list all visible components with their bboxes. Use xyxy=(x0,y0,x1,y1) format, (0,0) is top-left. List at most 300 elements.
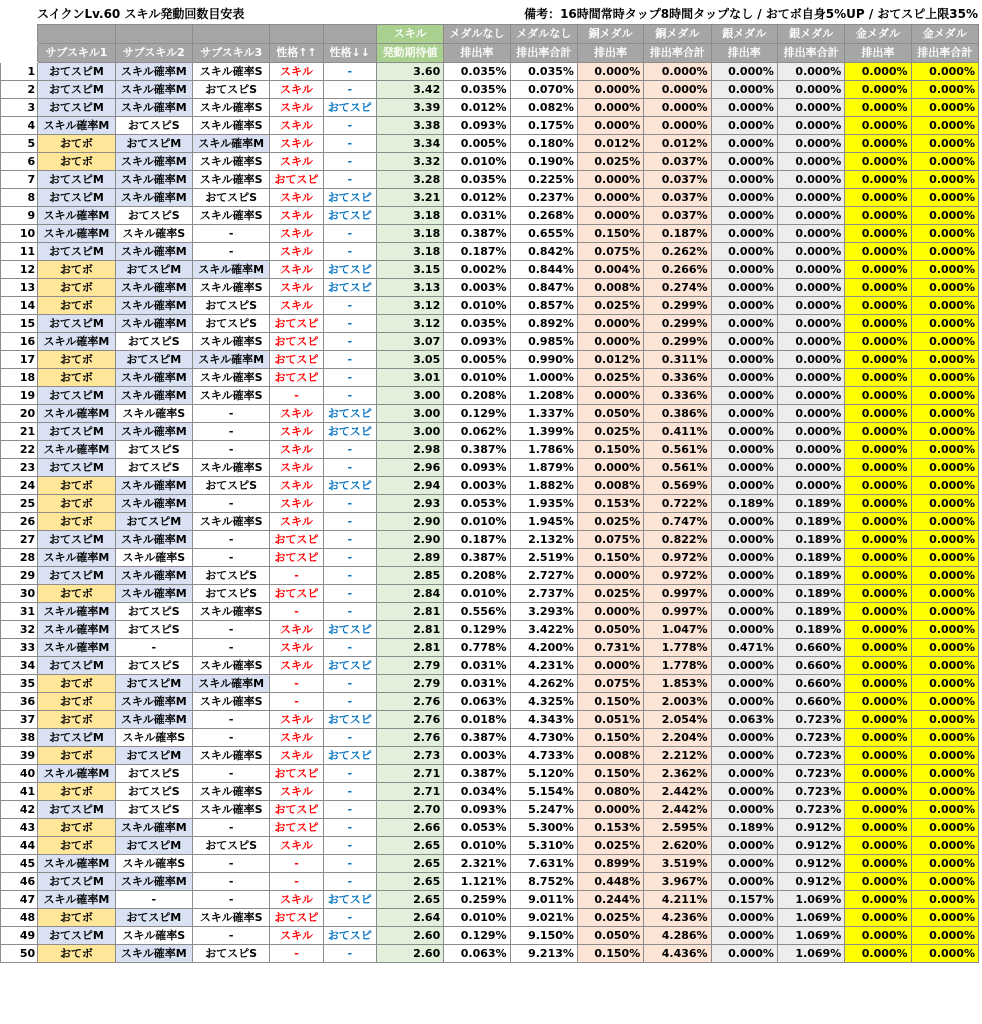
nature-down-cell: - xyxy=(323,567,376,585)
sub-skill-1-cell: おてボ xyxy=(38,819,115,837)
gold-total-cell: 0.000% xyxy=(911,243,978,261)
silver-rate-cell: 0.000% xyxy=(711,315,777,333)
table-row xyxy=(1,891,979,909)
sub-skill-1-cell: スキル確率M xyxy=(38,441,115,459)
gold-rate-cell: 0.000% xyxy=(845,729,911,747)
gold-total-cell: 0.000% xyxy=(911,423,978,441)
sub-skill-3-cell: - xyxy=(192,819,269,837)
bronze-total-cell: 0.274% xyxy=(644,279,711,297)
skill-expected-cell: 2.85 xyxy=(376,567,443,585)
nature-down-cell: - xyxy=(323,351,376,369)
silver-rate-cell: 0.000% xyxy=(711,297,777,315)
row-number-cell: 25 xyxy=(1,495,38,513)
gold-rate-cell: 0.000% xyxy=(845,855,911,873)
nature-down-cell: - xyxy=(323,495,376,513)
nature-down-cell: おてスピ xyxy=(323,261,376,279)
sub-skill-3-cell: - xyxy=(192,441,269,459)
row-number-cell: 45 xyxy=(1,855,38,873)
row-number-cell: 26 xyxy=(1,513,38,531)
bronze-rate-cell: 0.448% xyxy=(577,873,643,891)
skill-expected-cell: 3.00 xyxy=(376,423,443,441)
sub-skill-2-cell: スキル確率S xyxy=(115,405,192,423)
sub-skill-1-cell: スキル確率M xyxy=(38,891,115,909)
sub-skill-2-cell: スキル確率M xyxy=(115,387,192,405)
gold-total-cell: 0.000% xyxy=(911,639,978,657)
silver-total-cell: 0.000% xyxy=(777,117,844,135)
bronze-rate-cell: 0.000% xyxy=(577,117,643,135)
no-medal-total-cell: 0.990% xyxy=(510,351,577,369)
table-row xyxy=(1,405,979,423)
header-sub-skill-3: サブスキル3 xyxy=(192,44,269,63)
gold-rate-cell: 0.000% xyxy=(845,675,911,693)
nature-down-cell: おてスピ xyxy=(323,279,376,297)
nature-down-cell: おてスピ xyxy=(323,405,376,423)
bronze-rate-cell: 0.150% xyxy=(577,441,643,459)
nature-up-cell: - xyxy=(270,855,323,873)
table-row xyxy=(1,99,979,117)
nature-down-cell: - xyxy=(323,153,376,171)
no-medal-total-cell: 9.011% xyxy=(510,891,577,909)
silver-rate-cell: 0.063% xyxy=(711,711,777,729)
nature-up-cell: - xyxy=(270,567,323,585)
nature-up-cell: スキル xyxy=(270,135,323,153)
gold-total-cell: 0.000% xyxy=(911,783,978,801)
silver-rate-cell: 0.000% xyxy=(711,585,777,603)
silver-total-cell: 0.189% xyxy=(777,567,844,585)
row-number-cell: 3 xyxy=(1,99,38,117)
no-medal-rate-cell: 0.012% xyxy=(444,189,510,207)
nature-down-cell: - xyxy=(323,441,376,459)
bronze-rate-cell: 0.075% xyxy=(577,675,643,693)
nature-down-cell: - xyxy=(323,243,376,261)
nature-up-cell: おてスピ xyxy=(270,765,323,783)
sub-skill-2-cell: スキル確率M xyxy=(115,567,192,585)
sub-skill-2-cell: スキル確率M xyxy=(115,153,192,171)
nature-down-cell: - xyxy=(323,765,376,783)
no-medal-total-cell: 5.300% xyxy=(510,819,577,837)
silver-total-cell: 0.189% xyxy=(777,531,844,549)
sub-skill-1-cell: おてスピM xyxy=(38,99,115,117)
gold-rate-cell: 0.000% xyxy=(845,747,911,765)
row-number-cell: 33 xyxy=(1,639,38,657)
no-medal-total-cell: 5.247% xyxy=(510,801,577,819)
nature-up-cell: スキル xyxy=(270,405,323,423)
bronze-total-cell: 4.436% xyxy=(644,945,711,963)
skill-expected-cell: 3.18 xyxy=(376,243,443,261)
row-number-cell: 34 xyxy=(1,657,38,675)
row-number-cell: 31 xyxy=(1,603,38,621)
silver-total-cell: 0.723% xyxy=(777,801,844,819)
table-row xyxy=(1,621,979,639)
skill-expected-cell: 3.07 xyxy=(376,333,443,351)
table-body xyxy=(1,63,979,963)
silver-rate-cell: 0.000% xyxy=(711,531,777,549)
gold-rate-cell: 0.000% xyxy=(845,603,911,621)
sub-skill-2-cell: おてスピS xyxy=(115,603,192,621)
silver-total-cell: 0.000% xyxy=(777,477,844,495)
table-row xyxy=(1,549,979,567)
sub-skill-1-cell: スキル確率M xyxy=(38,117,115,135)
gold-rate-cell: 0.000% xyxy=(845,531,911,549)
sub-skill-1-cell: おてスピM xyxy=(38,927,115,945)
no-medal-total-cell: 0.225% xyxy=(510,171,577,189)
nature-up-cell: スキル xyxy=(270,747,323,765)
nature-up-cell: スキル xyxy=(270,639,323,657)
bronze-rate-cell: 0.150% xyxy=(577,225,643,243)
skill-expected-cell: 3.60 xyxy=(376,63,443,81)
skill-expected-cell: 3.39 xyxy=(376,99,443,117)
skill-expected-cell: 2.66 xyxy=(376,819,443,837)
sub-skill-2-cell: スキル確率S xyxy=(115,225,192,243)
sub-skill-3-cell: おてスピS xyxy=(192,945,269,963)
bronze-rate-cell: 0.008% xyxy=(577,279,643,297)
nature-up-cell: - xyxy=(270,945,323,963)
gold-total-cell: 0.000% xyxy=(911,837,978,855)
sub-skill-2-cell: おてスピS xyxy=(115,117,192,135)
silver-rate-cell: 0.000% xyxy=(711,477,777,495)
nature-up-cell: おてスピ xyxy=(270,315,323,333)
silver-rate-cell: 0.000% xyxy=(711,333,777,351)
no-medal-total-cell: 0.175% xyxy=(510,117,577,135)
silver-rate-cell: 0.000% xyxy=(711,837,777,855)
gold-rate-cell: 0.000% xyxy=(845,243,911,261)
sub-skill-1-cell: おてボ xyxy=(38,945,115,963)
sub-skill-1-cell: おてスピM xyxy=(38,63,115,81)
silver-rate-cell: 0.000% xyxy=(711,279,777,297)
row-number-cell: 11 xyxy=(1,243,38,261)
table-row xyxy=(1,603,979,621)
page-title: スイクンLv.60 スキル発動回数目安表 xyxy=(37,7,245,21)
sub-skill-2-cell: スキル確率M xyxy=(115,693,192,711)
table-row xyxy=(1,873,979,891)
nature-up-cell: スキル xyxy=(270,513,323,531)
nature-down-cell: おてスピ xyxy=(323,927,376,945)
no-medal-rate-cell: 0.387% xyxy=(444,225,510,243)
sub-skill-1-cell: おてボ xyxy=(38,351,115,369)
table-row xyxy=(1,189,979,207)
row-number-cell: 9 xyxy=(1,207,38,225)
no-medal-rate-cell: 0.053% xyxy=(444,495,510,513)
gold-rate-cell: 0.000% xyxy=(845,513,911,531)
gold-total-cell: 0.000% xyxy=(911,261,978,279)
no-medal-rate-cell: 0.063% xyxy=(444,693,510,711)
gold-total-cell: 0.000% xyxy=(911,855,978,873)
silver-rate-cell: 0.000% xyxy=(711,729,777,747)
row-number-cell: 23 xyxy=(1,459,38,477)
silver-rate-cell: 0.000% xyxy=(711,189,777,207)
nature-down-cell: おてスピ xyxy=(323,207,376,225)
skill-expected-cell: 2.79 xyxy=(376,675,443,693)
sub-skill-1-cell: おてスピM xyxy=(38,189,115,207)
nature-up-cell: スキル xyxy=(270,279,323,297)
sub-skill-3-cell: - xyxy=(192,225,269,243)
gold-total-cell: 0.000% xyxy=(911,495,978,513)
no-medal-rate-cell: 0.093% xyxy=(444,459,510,477)
gold-rate-cell: 0.000% xyxy=(845,657,911,675)
row-number-cell: 44 xyxy=(1,837,38,855)
row-number-cell: 19 xyxy=(1,387,38,405)
skill-expected-cell: 3.00 xyxy=(376,387,443,405)
no-medal-total-cell: 0.035% xyxy=(510,63,577,81)
nature-down-cell: おてスピ xyxy=(323,477,376,495)
sub-skill-3-cell: - xyxy=(192,639,269,657)
gold-total-cell: 0.000% xyxy=(911,675,978,693)
header-sub-skill-3 xyxy=(192,25,269,44)
silver-total-cell: 0.660% xyxy=(777,657,844,675)
bronze-total-cell: 0.299% xyxy=(644,333,711,351)
silver-total-cell: 0.000% xyxy=(777,441,844,459)
table-row xyxy=(1,729,979,747)
silver-rate-cell: 0.000% xyxy=(711,423,777,441)
bronze-total-cell: 4.286% xyxy=(644,927,711,945)
no-medal-total-cell: 0.842% xyxy=(510,243,577,261)
nature-down-cell: - xyxy=(323,801,376,819)
bronze-total-cell: 1.778% xyxy=(644,657,711,675)
bronze-total-cell: 0.037% xyxy=(644,207,711,225)
row-number-cell: 1 xyxy=(1,63,38,81)
gold-total-cell: 0.000% xyxy=(911,891,978,909)
no-medal-total-cell: 2.519% xyxy=(510,549,577,567)
sub-skill-2-cell: おてスピS xyxy=(115,801,192,819)
silver-rate-cell: 0.000% xyxy=(711,765,777,783)
sub-skill-1-cell: スキル確率M xyxy=(38,405,115,423)
sub-skill-3-cell: - xyxy=(192,621,269,639)
sub-skill-3-cell: おてスピS xyxy=(192,477,269,495)
table-row xyxy=(1,225,979,243)
nature-down-cell: - xyxy=(323,585,376,603)
silver-total-cell: 0.000% xyxy=(777,189,844,207)
nature-up-cell: おてスピ xyxy=(270,585,323,603)
sub-skill-1-cell: スキル確率M xyxy=(38,621,115,639)
bronze-total-cell: 2.054% xyxy=(644,711,711,729)
row-number-cell: 49 xyxy=(1,927,38,945)
nature-up-cell: - xyxy=(270,603,323,621)
nature-down-cell: - xyxy=(323,333,376,351)
table-header xyxy=(1,25,979,63)
gold-total-cell: 0.000% xyxy=(911,729,978,747)
bronze-rate-cell: 0.000% xyxy=(577,657,643,675)
silver-rate-cell: 0.000% xyxy=(711,549,777,567)
silver-total-cell: 0.723% xyxy=(777,747,844,765)
sub-skill-1-cell: おてスピM xyxy=(38,873,115,891)
header-bronze-rate: 排出率 xyxy=(577,44,643,63)
silver-total-cell: 0.000% xyxy=(777,351,844,369)
nature-up-cell: おてスピ xyxy=(270,801,323,819)
no-medal-rate-cell: 0.093% xyxy=(444,117,510,135)
silver-total-cell: 0.000% xyxy=(777,279,844,297)
sub-skill-3-cell: スキル確率S xyxy=(192,333,269,351)
sub-skill-3-cell: - xyxy=(192,927,269,945)
sub-skill-3-cell: - xyxy=(192,531,269,549)
nature-up-cell: スキル xyxy=(270,657,323,675)
sub-skill-1-cell: おてボ xyxy=(38,711,115,729)
bronze-rate-cell: 0.150% xyxy=(577,693,643,711)
no-medal-rate-cell: 0.035% xyxy=(444,81,510,99)
bronze-rate-cell: 0.153% xyxy=(577,819,643,837)
header-no-medal-rate: メダルなし xyxy=(444,25,510,44)
sub-skill-3-cell: - xyxy=(192,423,269,441)
table-row xyxy=(1,531,979,549)
no-medal-total-cell: 9.150% xyxy=(510,927,577,945)
sub-skill-3-cell: - xyxy=(192,729,269,747)
silver-rate-cell: 0.000% xyxy=(711,351,777,369)
sub-skill-2-cell: おてスピM xyxy=(115,351,192,369)
header-row-2 xyxy=(1,44,979,63)
no-medal-rate-cell: 0.005% xyxy=(444,351,510,369)
bronze-rate-cell: 0.153% xyxy=(577,495,643,513)
sub-skill-3-cell: スキル確率M xyxy=(192,675,269,693)
gold-total-cell: 0.000% xyxy=(911,603,978,621)
bronze-rate-cell: 0.075% xyxy=(577,243,643,261)
sub-skill-3-cell: スキル確率S xyxy=(192,909,269,927)
sheet-header xyxy=(0,0,982,24)
sub-skill-2-cell: スキル確率M xyxy=(115,99,192,117)
silver-total-cell: 1.069% xyxy=(777,891,844,909)
nature-down-cell: - xyxy=(323,675,376,693)
nature-up-cell: スキル xyxy=(270,189,323,207)
row-number-cell: 41 xyxy=(1,783,38,801)
skill-expected-cell: 2.81 xyxy=(376,621,443,639)
no-medal-total-cell: 1.000% xyxy=(510,369,577,387)
table-row xyxy=(1,747,979,765)
sub-skill-1-cell: おてボ xyxy=(38,675,115,693)
bronze-rate-cell: 0.025% xyxy=(577,297,643,315)
row-number-cell: 27 xyxy=(1,531,38,549)
bronze-rate-cell: 0.008% xyxy=(577,477,643,495)
bronze-total-cell: 0.187% xyxy=(644,225,711,243)
bronze-total-cell: 0.972% xyxy=(644,567,711,585)
table-row xyxy=(1,333,979,351)
bronze-total-cell: 0.822% xyxy=(644,531,711,549)
sub-skill-3-cell: おてスピS xyxy=(192,567,269,585)
bronze-total-cell: 3.519% xyxy=(644,855,711,873)
no-medal-rate-cell: 0.031% xyxy=(444,657,510,675)
skill-expected-cell: 3.13 xyxy=(376,279,443,297)
nature-up-cell: スキル xyxy=(270,441,323,459)
no-medal-total-cell: 4.733% xyxy=(510,747,577,765)
silver-total-cell: 0.660% xyxy=(777,639,844,657)
table-row xyxy=(1,855,979,873)
no-medal-total-cell: 0.082% xyxy=(510,99,577,117)
nature-up-cell: おてスピ xyxy=(270,333,323,351)
silver-total-cell: 0.912% xyxy=(777,873,844,891)
sub-skill-2-cell: スキル確率M xyxy=(115,279,192,297)
no-medal-total-cell: 0.892% xyxy=(510,315,577,333)
bronze-total-cell: 1.778% xyxy=(644,639,711,657)
no-medal-rate-cell: 2.321% xyxy=(444,855,510,873)
silver-total-cell: 0.000% xyxy=(777,99,844,117)
no-medal-total-cell: 9.213% xyxy=(510,945,577,963)
silver-rate-cell: 0.000% xyxy=(711,207,777,225)
row-number-cell: 30 xyxy=(1,585,38,603)
nature-down-cell: - xyxy=(323,639,376,657)
sub-skill-3-cell: スキル確率S xyxy=(192,369,269,387)
sub-skill-2-cell: おてスピM xyxy=(115,909,192,927)
table-row xyxy=(1,207,979,225)
no-medal-rate-cell: 0.010% xyxy=(444,837,510,855)
no-medal-rate-cell: 0.035% xyxy=(444,315,510,333)
sub-skill-2-cell: おてスピM xyxy=(115,747,192,765)
header-skill-expected: 発動期待値 xyxy=(376,44,443,63)
no-medal-rate-cell: 0.129% xyxy=(444,621,510,639)
header-no-medal-rate: 排出率 xyxy=(444,44,510,63)
bronze-total-cell: 0.266% xyxy=(644,261,711,279)
row-number-cell: 39 xyxy=(1,747,38,765)
silver-rate-cell: 0.000% xyxy=(711,603,777,621)
silver-rate-cell: 0.000% xyxy=(711,945,777,963)
nature-down-cell: - xyxy=(323,369,376,387)
nature-up-cell: スキル xyxy=(270,243,323,261)
sub-skill-2-cell: スキル確率M xyxy=(115,585,192,603)
gold-rate-cell: 0.000% xyxy=(845,873,911,891)
gold-rate-cell: 0.000% xyxy=(845,639,911,657)
sub-skill-1-cell: スキル確率M xyxy=(38,207,115,225)
row-number-cell: 5 xyxy=(1,135,38,153)
header-gold-rate: 金メダル xyxy=(845,25,911,44)
nature-down-cell: - xyxy=(323,603,376,621)
gold-total-cell: 0.000% xyxy=(911,927,978,945)
no-medal-rate-cell: 1.121% xyxy=(444,873,510,891)
no-medal-rate-cell: 0.556% xyxy=(444,603,510,621)
sub-skill-2-cell: おてスピM xyxy=(115,675,192,693)
row-number-cell: 32 xyxy=(1,621,38,639)
silver-rate-cell: 0.000% xyxy=(711,657,777,675)
nature-up-cell: おてスピ xyxy=(270,819,323,837)
gold-total-cell: 0.000% xyxy=(911,351,978,369)
bronze-rate-cell: 0.000% xyxy=(577,567,643,585)
gold-total-cell: 0.000% xyxy=(911,459,978,477)
skill-expected-cell: 3.34 xyxy=(376,135,443,153)
sub-skill-3-cell: - xyxy=(192,495,269,513)
silver-total-cell: 1.069% xyxy=(777,945,844,963)
gold-rate-cell: 0.000% xyxy=(845,207,911,225)
sub-skill-2-cell: おてスピM xyxy=(115,513,192,531)
bronze-total-cell: 2.595% xyxy=(644,819,711,837)
gold-rate-cell: 0.000% xyxy=(845,387,911,405)
sub-skill-2-cell: おてスピM xyxy=(115,837,192,855)
gold-rate-cell: 0.000% xyxy=(845,585,911,603)
gold-rate-cell: 0.000% xyxy=(845,945,911,963)
sub-skill-2-cell: スキル確率M xyxy=(115,819,192,837)
table-row xyxy=(1,639,979,657)
bronze-rate-cell: 0.000% xyxy=(577,207,643,225)
gold-rate-cell: 0.000% xyxy=(845,711,911,729)
table-row xyxy=(1,315,979,333)
bronze-rate-cell: 0.150% xyxy=(577,765,643,783)
row-number-cell: 20 xyxy=(1,405,38,423)
no-medal-rate-cell: 0.208% xyxy=(444,387,510,405)
silver-total-cell: 1.069% xyxy=(777,927,844,945)
silver-total-cell: 0.000% xyxy=(777,315,844,333)
sub-skill-3-cell: - xyxy=(192,873,269,891)
nature-down-cell: - xyxy=(323,945,376,963)
no-medal-total-cell: 0.070% xyxy=(510,81,577,99)
gold-rate-cell: 0.000% xyxy=(845,423,911,441)
row-number-cell: 38 xyxy=(1,729,38,747)
gold-rate-cell: 0.000% xyxy=(845,909,911,927)
gold-rate-cell: 0.000% xyxy=(845,765,911,783)
bronze-rate-cell: 0.050% xyxy=(577,621,643,639)
table-row xyxy=(1,657,979,675)
nature-up-cell: おてスピ xyxy=(270,369,323,387)
gold-rate-cell: 0.000% xyxy=(845,63,911,81)
gold-total-cell: 0.000% xyxy=(911,801,978,819)
nature-down-cell: おてスピ xyxy=(323,423,376,441)
sub-skill-3-cell: - xyxy=(192,855,269,873)
skill-expected-cell: 2.89 xyxy=(376,549,443,567)
bronze-total-cell: 2.362% xyxy=(644,765,711,783)
row-number-cell: 35 xyxy=(1,675,38,693)
